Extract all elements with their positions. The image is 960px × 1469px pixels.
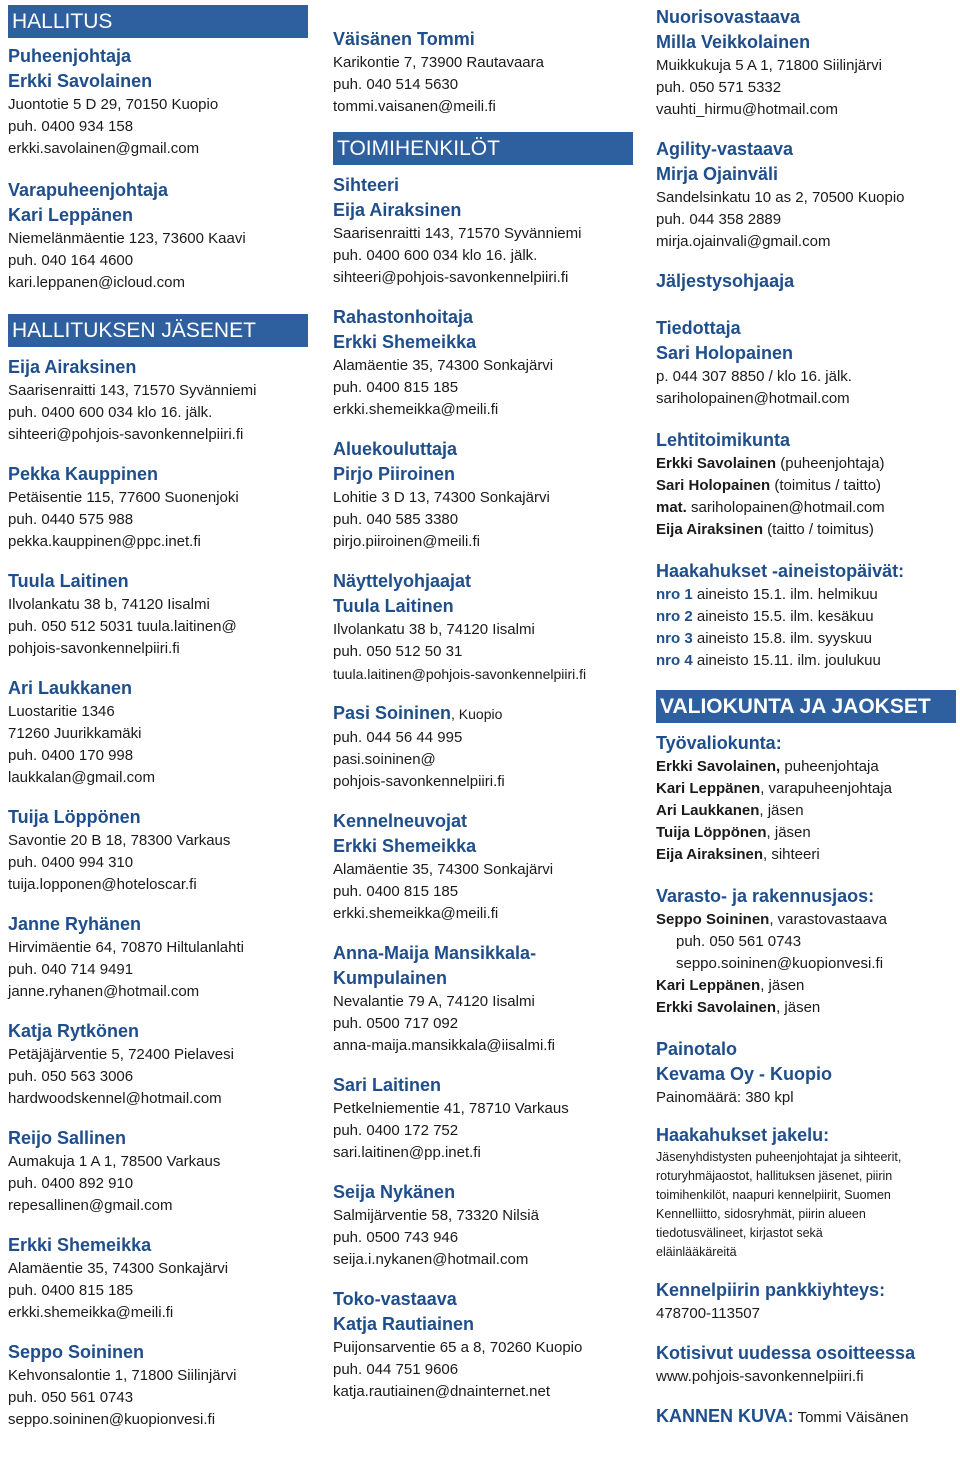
youth-block: [656, 5, 956, 121]
role-title: Näyttelyohjaajat: [333, 571, 472, 591]
contact-line: Petäisentie 115, 77600 Suonenjoki: [8, 489, 239, 506]
contact-line: Luostaritie 1346: [8, 703, 115, 720]
work-committee-block: [656, 731, 956, 866]
role-title: Rahastonhoitaja: [333, 307, 474, 327]
contact-line: sihteeri@pohjois-savonkennelpiiri.fi: [333, 269, 569, 286]
officer-block: [333, 569, 633, 685]
list-row: nro 3 aineisto 15.8. ilm. syyskuu: [656, 630, 872, 647]
member-block: [8, 1126, 308, 1217]
address: Nevalantie 79 A, 74120 Iisalmi: [333, 993, 535, 1010]
list-row: Erkki Savolainen, jäsen: [656, 999, 821, 1016]
email: tommi.vaisanen@meili.fi: [333, 98, 496, 115]
section-header-members: HALLITUKSEN JÄSENET: [8, 314, 308, 347]
contact-line: puh. 050 512 5031 tuula.laitinen@: [8, 618, 237, 635]
section-title: Painotalo: [656, 1039, 738, 1059]
person-name: Tuula Laitinen: [8, 571, 129, 591]
section-title: Haakahukset -aineistopäivät:: [656, 561, 905, 581]
column-officers: [333, 0, 633, 1403]
contact-line: puh. 0400 600 034 klo 16. jälk.: [8, 404, 213, 421]
email: seppo.soininen@kuopionvesi.fi: [676, 955, 884, 972]
contact-line: puh. 0400 815 185: [333, 379, 459, 396]
distribution-line: tiedotusvälineet, kirjastot sekä: [656, 1226, 823, 1240]
email: erkki.savolainen@gmail.com: [8, 140, 200, 157]
contact-line: Lohitie 3 D 13, 74300 Sonkajärvi: [333, 489, 550, 506]
phone: puh. 0400 172 752: [333, 1122, 459, 1139]
person-name: Erkki Savolainen: [8, 71, 153, 91]
contact-line: laukkalan@gmail.com: [8, 769, 155, 786]
person-name: Reijo Sallinen: [8, 1128, 127, 1148]
contact-line: pekka.kauppinen@ppc.inet.fi: [8, 533, 201, 550]
role-title: Nuorisovastaava: [656, 7, 801, 27]
member-block: [8, 462, 308, 553]
printer-block: [656, 1037, 956, 1109]
list-row: nro 4 aineisto 15.11. ilm. joulukuu: [656, 652, 881, 669]
contact-line: puh. 0400 600 034 klo 16. jälk.: [333, 247, 538, 264]
person-name: Katja Rytkönen: [8, 1021, 140, 1041]
person-name: Ari Laukkanen: [8, 678, 133, 698]
contact-line: puh. 050 561 0743: [8, 1389, 134, 1406]
list-row: nro 2 aineisto 15.5. ilm. kesäkuu: [656, 608, 874, 625]
contact-line: erkki.shemeikka@meili.fi: [333, 401, 499, 418]
officer-block: [333, 437, 633, 553]
distribution-line: toimihenkilöt, naapuri kennelpiirit, Suomen: [656, 1188, 891, 1202]
address: Karikontie 7, 73900 Rautavaara: [333, 54, 544, 71]
distribution-block: [656, 1123, 956, 1262]
contact-line: puh. 0400 994 310: [8, 854, 134, 871]
contact-line: Savontie 20 B 18, 78300 Varkaus: [8, 832, 231, 849]
phone: puh. 040 164 4600: [8, 252, 134, 269]
email: vauhti_hirmu@hotmail.com: [656, 101, 838, 118]
list-row: Kari Leppänen, jäsen: [656, 977, 805, 994]
section-title: Lehtitoimikunta: [656, 430, 790, 450]
deadlines-block: [656, 559, 956, 672]
section-header-officers: TOIMIHENKILÖT: [333, 132, 633, 165]
address: Muikkukuja 5 A 1, 71800 Siilinjärvi: [656, 57, 882, 74]
contact-line: Saarisenraitti 143, 71570 Syvänniemi: [333, 225, 582, 242]
officer-block: [333, 305, 633, 421]
contact-line: hardwoodskennel@hotmail.com: [8, 1090, 222, 1107]
person-name: Mirja Ojainväli: [656, 164, 779, 184]
section-title: Kotisivut uudessa osoitteessa: [656, 1343, 916, 1363]
role-title: Kennelneuvojat: [333, 811, 468, 831]
person-name: Anna-Maija Mansikkala-: [333, 943, 537, 963]
vice-chair-block: [8, 178, 308, 294]
list-row: Tuija Löppönen, jäsen: [656, 824, 811, 841]
email: sari.laitinen@pp.inet.fi: [333, 1144, 481, 1161]
print-run: Painomäärä: 380 kpl: [656, 1089, 794, 1106]
contact-line: repesallinen@gmail.com: [8, 1197, 173, 1214]
list-row: Kari Leppänen, varapuheenjohtaja: [656, 780, 892, 797]
person-name: Milla Veikkolainen: [656, 32, 811, 52]
role-title: Puheenjohtaja: [8, 46, 132, 66]
person-name: Pirjo Piiroinen: [333, 464, 456, 484]
list-row: Eija Airaksinen (taitto / toimitus): [656, 521, 874, 538]
contact-line: puh. 0400 170 998: [8, 747, 134, 764]
person-name: Kari Leppänen: [8, 205, 134, 225]
person-name: Tuija Löppönen: [8, 807, 141, 827]
member-block: [8, 1233, 308, 1324]
email: seija.i.nykanen@hotmail.com: [333, 1251, 529, 1268]
agility-block: [656, 137, 956, 253]
member-block: [8, 355, 308, 446]
contact-line: puh. 0400 815 185: [8, 1282, 134, 1299]
address: Petkelniementie 41, 78710 Varkaus: [333, 1100, 569, 1117]
role-title: Agility-vastaava: [656, 139, 794, 159]
phone: puh. 0400 815 185: [333, 883, 459, 900]
person-name: Eija Airaksinen: [8, 357, 137, 377]
contact-line: Hirvimäentie 64, 70870 Hiltulanlahti: [8, 939, 244, 956]
role-title: Tiedottaja: [656, 318, 741, 338]
address: Salmijärventie 58, 73320 Nilsiä: [333, 1207, 539, 1224]
bank-account: 478700-113507: [656, 1305, 760, 1322]
kennel-advisors-block: [333, 809, 633, 925]
list-row: Eija Airaksinen, sihteeri: [656, 846, 820, 863]
email: anna-maija.mansikkala@iisalmi.fi: [333, 1037, 555, 1054]
person-name: Erkki Shemeikka: [8, 1235, 152, 1255]
contact-line: Kehvonsalontie 1, 71800 Siilinjärvi: [8, 1367, 237, 1384]
member-block: [8, 912, 308, 1003]
address: Niemelänmäentie 123, 73600 Kaavi: [8, 230, 246, 247]
role-title: Aluekouluttaja: [333, 439, 458, 459]
phone: puh. 050 571 5332: [656, 79, 782, 96]
column-committees: [656, 0, 956, 1430]
email-domain: pohjois-savonkennelpiiri.fi: [333, 773, 505, 790]
contact-line: seppo.soininen@kuopionvesi.fi: [8, 1411, 216, 1428]
person-block-annamaija: [333, 941, 633, 1057]
magazine-committee-block: [656, 428, 956, 541]
contact-line: Alamäentie 35, 74300 Sonkajärvi: [8, 1260, 229, 1277]
email: erkki.shemeikka@meili.fi: [333, 905, 499, 922]
phone: puh. 050 561 0743: [676, 933, 802, 950]
distribution-line: eläinlääkäreitä: [656, 1245, 737, 1259]
list-row: Erkki Savolainen, puheenjohtaja: [656, 758, 879, 775]
person-name: Eija Airaksinen: [333, 200, 462, 220]
distribution-line: Jäsenyhdistysten puheenjohtajat ja sihteerit,: [656, 1150, 902, 1164]
phone: puh. 044 358 2889: [656, 211, 782, 228]
toko-block: [333, 1287, 633, 1403]
list-row: Ari Laukkanen, jäsen: [656, 802, 804, 819]
person-name: Pasi Soininen, Kuopio: [333, 703, 503, 723]
person-name: Sari Holopainen: [656, 343, 794, 363]
contact-line: Aumakuja 1 A 1, 78500 Varkaus: [8, 1153, 221, 1170]
email: kari.leppanen@icloud.com: [8, 274, 185, 291]
officers-list: [333, 173, 633, 685]
list-row: Sari Holopainen (toimitus / taitto): [656, 477, 882, 494]
person-block-pasi: [333, 701, 633, 793]
work-committee-rows: [656, 756, 956, 866]
contact-line: tuija.lopponen@hoteloscar.fi: [8, 876, 197, 893]
contact-line: Ilvolankatu 38 b, 74120 Iisalmi: [8, 596, 210, 613]
chair-block: [8, 44, 308, 160]
distribution-line: roturyhmäjaostot, hallituksen jäsenet, piirin: [656, 1169, 893, 1183]
person-name: Sari Laitinen: [333, 1075, 442, 1095]
person-name: Pekka Kauppinen: [8, 464, 159, 484]
magazine-committee-rows: [656, 453, 956, 541]
role-title: Varapuheenjohtaja: [8, 180, 169, 200]
address: Alamäentie 35, 74300 Sonkajärvi: [333, 861, 554, 878]
person-name: Janne Ryhänen: [8, 914, 142, 934]
contact-line: tuula.laitinen@pohjois-savonkennelpiiri.fi: [333, 666, 587, 682]
person-block-seija: [333, 1180, 633, 1271]
person-name: Seija Nykänen: [333, 1182, 456, 1202]
email: mirja.ojainvali@gmail.com: [656, 233, 831, 250]
phone: puh. 0400 934 158: [8, 118, 134, 135]
officer-block: [333, 173, 633, 289]
member-block: [8, 676, 308, 789]
member-block: [8, 1019, 308, 1110]
person-name: Katja Rautiainen: [333, 1314, 475, 1334]
informer-block: [656, 316, 956, 410]
address: Sandelsinkatu 10 as 2, 70500 Kuopio: [656, 189, 905, 206]
contact-line: pirjo.piiroinen@meili.fi: [333, 533, 480, 550]
role-title: Toko-vastaava: [333, 1289, 457, 1309]
section-header-committees: VALIOKUNTA JA JAOKSET: [656, 690, 956, 723]
phone: puh. 0500 717 092: [333, 1015, 459, 1032]
contact-line: sihteeri@pohjois-savonkennelpiiri.fi: [8, 426, 244, 443]
email: sariholopainen@hotmail.com: [656, 390, 850, 407]
contact-line: puh. 050 563 3006: [8, 1068, 134, 1085]
list-row: Erkki Savolainen (puheenjohtaja): [656, 455, 885, 472]
member-block: [8, 805, 308, 896]
cover-photo-credit: KANNEN KUVA: Tommi Väisänen: [656, 1406, 909, 1426]
contact-line: 71260 Juurikkamäki: [8, 725, 142, 742]
website-block: [656, 1341, 956, 1388]
member-block: [8, 569, 308, 660]
member-block: [8, 1340, 308, 1431]
contact-line: Alamäentie 35, 74300 Sonkajärvi: [333, 357, 554, 374]
person-name: Väisänen Tommi: [333, 29, 475, 49]
storage-rows: [656, 975, 956, 1019]
members-list: [8, 355, 308, 1431]
distribution-line: Kennelliitto, sidosryhmät, piirin alueen: [656, 1207, 866, 1221]
person-block: [333, 27, 633, 118]
role-title: Sihteeri: [333, 175, 400, 195]
address: Puijonsarventie 65 a 8, 70260 Kuopio: [333, 1339, 583, 1356]
printer-name: Kevama Oy - Kuopio: [656, 1064, 833, 1084]
contact-line: puh. 0400 892 910: [8, 1175, 134, 1192]
contact-line: pohjois-savonkennelpiiri.fi: [8, 640, 180, 657]
contact-line: puh. 0440 575 988: [8, 511, 134, 528]
phone: puh. 044 751 9606: [333, 1361, 459, 1378]
address: Juontotie 5 D 29, 70150 Kuopio: [8, 96, 219, 113]
deadline-rows: [656, 584, 956, 672]
section-title: Työvaliokunta:: [656, 733, 782, 753]
phone: puh. 040 514 5630: [333, 76, 459, 93]
website-url[interactable]: www.pohjois-savonkennelpiiri.fi: [656, 1368, 864, 1385]
section-title: Varasto- ja rakennusjaos:: [656, 886, 875, 906]
contact-line: puh. 040 714 9491: [8, 961, 134, 978]
contact-line: Petäjäjärventie 5, 72400 Pielavesi: [8, 1046, 234, 1063]
person-name-cont: Kumpulainen: [333, 968, 448, 988]
contact-line: puh. 050 512 50 31: [333, 643, 463, 660]
contact-line: Ilvolankatu 38 b, 74120 Iisalmi: [333, 621, 535, 638]
list-row: nro 1 aineisto 15.1. ilm. helmikuu: [656, 586, 878, 603]
storage-lead: Seppo Soininen, varastovastaava: [656, 911, 887, 928]
phone: puh. 0500 743 946: [333, 1229, 459, 1246]
contact-line: janne.ryhanen@hotmail.com: [8, 983, 200, 1000]
column-board: [8, 0, 308, 1431]
contact-line: erkki.shemeikka@meili.fi: [8, 1304, 174, 1321]
contact-line: Saarisenraitti 143, 71570 Syvänniemi: [8, 382, 257, 399]
tracking-role-title: Jäljestysohjaaja: [656, 271, 795, 291]
section-header-board: HALLITUS: [8, 5, 308, 38]
contact-line: puh. 040 585 3380: [333, 511, 459, 528]
person-name: Tuula Laitinen: [333, 596, 454, 616]
email: katja.rautiainen@dnainternet.net: [333, 1383, 551, 1400]
person-name: Erkki Shemeikka: [333, 332, 477, 352]
bank-block: [656, 1278, 956, 1325]
list-row: mat. sariholopainen@hotmail.com: [656, 499, 885, 516]
person-name: Erkki Shemeikka: [333, 836, 477, 856]
phone: puh. 044 56 44 995: [333, 729, 463, 746]
section-title: Kennelpiirin pankkiyhteys:: [656, 1280, 886, 1300]
section-title: Haakahukset jakelu:: [656, 1125, 830, 1145]
storage-section-block: [656, 884, 956, 1019]
person-name: Seppo Soininen: [8, 1342, 145, 1362]
phone: p. 044 307 8850 / klo 16. jälk.: [656, 368, 852, 385]
person-block-sari: [333, 1073, 633, 1164]
email: pasi.soininen@: [333, 751, 436, 768]
